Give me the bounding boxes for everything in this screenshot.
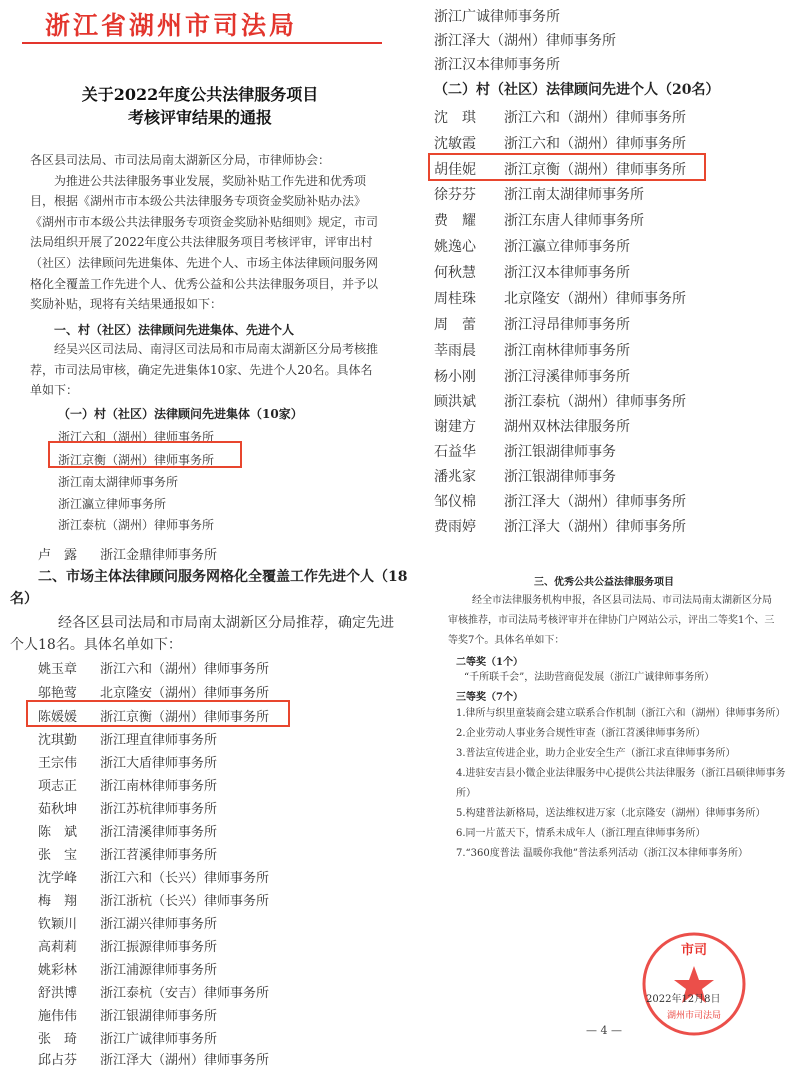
table-row <box>434 366 630 386</box>
highlight-box <box>26 700 290 727</box>
section2-heading-wrap: 名） <box>10 591 38 607</box>
person-name: 高莉莉 <box>38 940 78 955</box>
collective-firm: 浙江京衡（湖州）律师事务所 <box>58 453 215 467</box>
person-name: 何秋慧 <box>434 265 476 281</box>
table-row <box>38 1005 217 1024</box>
person-name: 邱占芬 <box>38 1053 78 1067</box>
section2-intro: 经各区县司法局和市局南太湖新区分局推荐，确定先进 <box>58 615 394 631</box>
person-name: 王宗伟 <box>38 756 78 771</box>
list-item: 7.“360度普法 温暖你我他”普法系列活动（浙江汉本律师事务所） <box>456 848 749 859</box>
person-name: 费 耀 <box>434 213 476 229</box>
list-item: 5.构建普法新格局，送法维权进万家（北京隆安（湖州）律师事务所） <box>456 808 766 819</box>
table-row <box>38 798 217 817</box>
collective-firm: 浙江汉本律师事务所 <box>434 57 560 73</box>
table-row <box>434 491 686 511</box>
sub1-heading: （一）村（社区）法律顾问先进集体（10家） <box>58 407 303 421</box>
firm-name: 浙江苏杭律师事务所 <box>100 802 218 817</box>
firm-name: 浙江京衡（湖州）律师事务所 <box>100 710 270 725</box>
table-row <box>434 210 644 230</box>
person-name: 茹秋坤 <box>38 802 78 817</box>
person-name: 项志正 <box>38 779 78 794</box>
intro-paragraph: 为推进公共法律服务事业发展，奖励补贴工作先进和优秀项目，根据《湖州市市本级公共法律服务专项资金奖励补贴办法》《湖州市市本级公共法律服务专项资金奖励补贴细则》规定，市司法局组织开展了2022年度公共法律服务项目考核评审，评审出村（社区）法律顾问先进集体、先进个人、市场主体法律顾问服务网格化全覆盖工作先进个人、优秀公益和公共法律服务项目，并予以奖励补贴，现将有关结果通报如下： <box>30 173 379 312</box>
collective-firm: 浙江六和（湖州）律师事务所 <box>58 430 215 444</box>
list-item: 2.企业劳动人事业务合规性审查（浙江苕溪律师事务所） <box>456 728 706 739</box>
person-name: 邬艳莺 <box>38 686 78 701</box>
table-row <box>38 913 217 932</box>
person-name: 莘雨晨 <box>434 343 476 359</box>
table-row <box>434 466 616 486</box>
person-name: 费雨婷 <box>434 519 476 535</box>
section2-intro-wrap: 个人18名。具体名单如下： <box>10 637 182 653</box>
firm-name: 湖州双林法律服务所 <box>504 419 630 435</box>
firm-name: 浙江银湖律师事务 <box>504 444 616 460</box>
list-item: 6.同一片蓝天下，情系未成年人（浙江理直律师事务所） <box>456 828 706 839</box>
second-prize-item: “千所联千会”，法助营商促发展（浙江广诚律师事务所） <box>464 672 715 683</box>
firm-name: 浙江六和（湖州）律师事务所 <box>504 136 686 152</box>
firm-name: 浙江汉本律师事务所 <box>504 265 630 281</box>
person-name: 谢建方 <box>434 419 476 435</box>
sub2-heading: （二）村（社区）法律顾问先进个人（20名） <box>434 82 720 98</box>
person-name: 胡佳妮 <box>434 162 476 178</box>
firm-name: 浙江大盾律师事务所 <box>100 756 218 771</box>
table-row <box>38 729 217 748</box>
highlight-box <box>428 153 706 181</box>
salutation: 各区县司法局、市司法局南太湖新区分局，市律师协会： <box>30 153 331 167</box>
person-name: 姚玉章 <box>38 662 78 677</box>
person-name: 沈琪勤 <box>38 733 78 748</box>
firm-name: 浙江泽大（湖州）律师事务所 <box>504 494 686 510</box>
person-name: 周 蕾 <box>434 317 476 333</box>
intro-block <box>30 150 380 315</box>
firm-name: 浙江六和（湖州）律师事务所 <box>100 662 270 677</box>
seal-date: 2022年12月8日 <box>646 994 721 1005</box>
person-name: 姚彩林 <box>38 963 78 978</box>
page-number: — 4 — <box>586 1024 622 1037</box>
section1-heading: 一、村（社区）法律顾问先进集体、先进个人 <box>54 323 295 337</box>
list-item: 1.律所与织里童装商会建立联系合作机制（浙江六和（湖州）律师事务所） <box>456 708 786 719</box>
person-name: 邹仪棉 <box>434 494 476 510</box>
table-row <box>38 658 269 677</box>
table-row <box>38 959 217 978</box>
collective-firm: 浙江泰杭（湖州）律师事务所 <box>58 518 215 532</box>
second-prize-heading: 二等奖（1个） <box>456 657 523 668</box>
person-name: 姚逸心 <box>434 239 476 255</box>
table-row <box>434 184 644 204</box>
table-row <box>38 752 217 771</box>
table-row <box>38 867 269 886</box>
seal-text-top: 市司 <box>680 943 708 958</box>
table-row <box>434 416 630 436</box>
collective-firm: 浙江南太湖律师事务所 <box>58 475 179 489</box>
person-name: 卢 露 <box>38 548 78 563</box>
firm-name: 浙江浔溪律师事务所 <box>504 369 630 385</box>
section3-intro-block <box>448 591 778 651</box>
third-prize-heading: 三等奖（7个） <box>456 692 523 703</box>
firm-name: 浙江六和（湖州）律师事务所 <box>504 110 686 126</box>
section3-heading: 三、优秀公共公益法律服务项目 <box>534 577 674 588</box>
table-row <box>434 441 616 461</box>
person-name: 沈学峰 <box>38 871 78 886</box>
firm-name: 浙江振源律师事务所 <box>100 940 218 955</box>
table-row <box>434 391 686 411</box>
firm-name: 浙江银湖律师事务 <box>504 469 616 485</box>
table-row <box>38 1028 217 1047</box>
firm-name: 浙江京衡（湖州）律师事务所 <box>504 162 686 178</box>
section1-intro: 经吴兴区司法局、南浔区司法局和市局南太湖新区分局考核推荐，市司法局审核，确定先进集体10家、先进个人20名。具体名单如下： <box>30 342 379 398</box>
collective-firm: 浙江瀛立律师事务所 <box>58 497 167 511</box>
firm-name: 浙江泽大（湖州）律师事务所 <box>504 519 686 535</box>
person-name: 钦颖川 <box>38 917 78 932</box>
collective-firm: 浙江泽大（湖州）律师事务所 <box>434 33 616 49</box>
table-row <box>434 133 686 153</box>
firm-name: 浙江苕溪律师事务所 <box>100 848 218 863</box>
person-name: 舒洪博 <box>38 986 78 1001</box>
right-page <box>408 0 800 1067</box>
masthead-divider <box>22 42 382 44</box>
firm-name: 浙江金鼎律师事务所 <box>100 548 218 563</box>
firm-name: 浙江东唐人律师事务所 <box>504 213 644 229</box>
firm-name: 浙江广诚律师事务所 <box>100 1032 218 1047</box>
list-item: 3.普法宣传进企业，助力企业安全生产（浙江求直律师事务所） <box>456 748 736 759</box>
person-name: 张 琦 <box>38 1032 78 1047</box>
person-name: 沈敏霞 <box>434 136 476 152</box>
third-prize-list <box>456 704 786 864</box>
person-name: 施伟伟 <box>38 1009 78 1024</box>
official-seal-icon <box>640 930 748 1038</box>
table-row <box>38 682 269 701</box>
section3-intro: 经全市法律服务机构申报，各区县司法局、市司法局南太湖新区分局审核推荐，市司法局考核评审并在律协门户网站公示，评出二等奖1个、三等奖7个。具体名单如下： <box>448 595 775 646</box>
firm-name: 浙江泰杭（湖州）律师事务所 <box>504 394 686 410</box>
table-row <box>434 340 630 360</box>
firm-name: 浙江泽大（湖州）律师事务所 <box>100 1053 270 1067</box>
firm-name: 浙江南林律师事务所 <box>504 343 630 359</box>
highlight-box <box>48 441 242 468</box>
masthead-title: 浙江省湖州市司法局 <box>45 11 298 40</box>
firm-name: 浙江六和（长兴）律师事务所 <box>100 871 270 886</box>
person-name: 沈 琪 <box>434 110 476 126</box>
firm-name: 北京隆安（湖州）律师事务所 <box>100 686 270 701</box>
firm-name: 浙江泰杭（安吉）律师事务所 <box>100 986 270 1001</box>
table-row <box>434 516 686 536</box>
table-row <box>38 890 269 909</box>
person-name: 梅 翔 <box>38 894 78 909</box>
table-row <box>38 936 217 955</box>
document-title-line1: 关于2022年度公共法律服务项目 <box>81 85 319 104</box>
person-name: 陈 斌 <box>38 825 78 840</box>
firm-name: 浙江理直律师事务所 <box>100 733 218 748</box>
table-row <box>434 236 630 256</box>
section1-intro-block <box>30 339 380 401</box>
document-title-line2: 考核评审结果的通报 <box>127 108 272 127</box>
person-name: 徐芬芬 <box>434 187 476 203</box>
table-row <box>38 844 217 863</box>
table-row <box>434 314 630 334</box>
table-row <box>434 262 630 282</box>
person-name: 顾洪斌 <box>434 394 476 410</box>
firm-name: 浙江银湖律师事务所 <box>100 1009 218 1024</box>
table-row <box>38 775 217 794</box>
list-item <box>38 544 217 563</box>
collective-firm: 浙江广诚律师事务所 <box>434 9 560 25</box>
firm-name: 浙江浔昂律师事务所 <box>504 317 630 333</box>
table-row <box>434 107 686 127</box>
person-name: 周桂珠 <box>434 291 476 307</box>
person-name: 石益华 <box>434 444 476 460</box>
person-name: 潘兆家 <box>434 469 476 485</box>
firm-name: 北京隆安（湖州）律师事务所 <box>504 291 686 307</box>
firm-name: 浙江浙杭（长兴）律师事务所 <box>100 894 270 909</box>
person-name: 陈媛媛 <box>38 710 78 725</box>
table-row <box>434 288 686 308</box>
firm-name: 浙江浦源律师事务所 <box>100 963 218 978</box>
section2-heading: 二、市场主体法律顾问服务网格化全覆盖工作先进个人（18 <box>38 569 408 585</box>
list-item: 4.进驻安吉县小微企业法律服务中心提供公共法律服务（浙江昌硕律师事务所） <box>456 768 786 799</box>
person-name: 张 宝 <box>38 848 78 863</box>
table-row <box>38 982 269 1001</box>
firm-name: 浙江湖兴律师事务所 <box>100 917 218 932</box>
firm-name: 浙江南林律师事务所 <box>100 779 218 794</box>
firm-name: 浙江南太湖律师事务所 <box>504 187 644 203</box>
firm-name: 浙江瀛立律师事务所 <box>504 239 630 255</box>
table-row <box>38 1049 269 1067</box>
table-row <box>38 821 217 840</box>
firm-name: 浙江清溪律师事务所 <box>100 825 218 840</box>
seal-text-mid: 湖州市司法局 <box>666 1011 722 1021</box>
person-name: 杨小刚 <box>434 369 476 385</box>
